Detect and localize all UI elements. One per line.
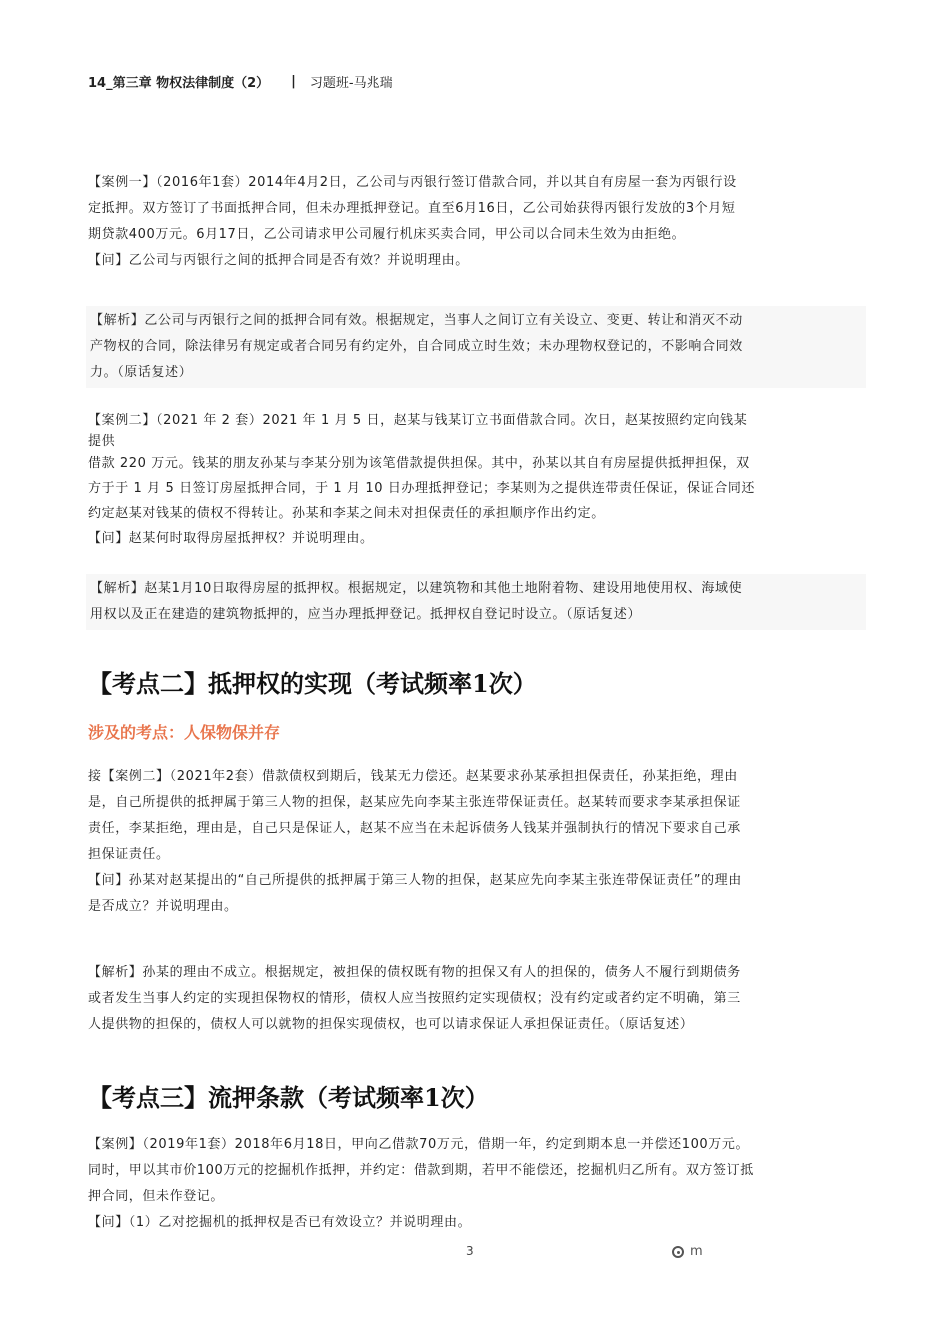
logo-icon (672, 1246, 684, 1258)
case-three (88, 764, 862, 920)
header-title: 14_第三章 物权法律制度（2） (88, 76, 270, 91)
analysis-one (86, 306, 866, 388)
section-three-title: 【考点三】流押条款（考试频率1次） (88, 1083, 489, 1112)
analysis-three (88, 960, 862, 1038)
text-line: 人提供物的担保的，债权人可以就物的担保实现债权，也可以请求保证人承担保证责任。（原话复述） (88, 1017, 694, 1032)
text-line: 【案例二】（2021 年 2 套）2021 年 1 月 5 日，赵某与钱某订立书面借款合同。次日，赵某按照约定向钱某 (88, 413, 748, 428)
text-line: 借款 220 万元。钱某的朋友孙某与李某分别为该笔借款提供担保。其中，孙某以其自有房屋提供抵押担保，双 (88, 456, 750, 471)
text-line: 约定赵某对钱某的债权不得转让。孙某和李某之间未对担保责任的承担顺序作出约定。 (88, 506, 605, 521)
case-two (88, 408, 862, 544)
header-subtitle: 习题班-马兆瑞 (309, 76, 393, 91)
text-line: 或者发生当事人约定的实现担保物权的情形，债权人应当按照约定实现债权；没有约定或者约定不明确，第三 (88, 991, 741, 1006)
text-line: 用权以及正在建造的建筑物抵押的，应当办理抵押登记。抵押权自登记时设立。（原话复述） (90, 607, 642, 622)
text-line: 责任，李某拒绝，理由是，自己只是保证人，赵某不应当在未起诉债务人钱某并强制执行的情况下要求自己承 (88, 821, 741, 836)
text-line: 同时，甲以其市价100万元的挖掘机作抵押，并约定：借款到期，若甲不能偿还，挖掘机归乙所有。双方签订抵 (88, 1163, 754, 1178)
text-line: 是否成立？并说明理由。 (88, 899, 238, 914)
footer-logo (672, 1244, 703, 1259)
section-two-title: 【考点二】抵押权的实现（考试频率1次） (88, 669, 537, 698)
text-line: 押合同，但未作登记。 (88, 1189, 225, 1204)
text-line: 接【案例二】（2021年2套）借款债权到期后，钱某无力偿还。赵某要求孙某承担担保责任，孙某拒绝，理由 (88, 769, 738, 784)
text-line: 【问】（1）乙对挖掘机的抵押权是否已有效设立？并说明理由。 (88, 1215, 472, 1230)
text-line: 【问】赵某何时取得房屋抵押权？并说明理由。 (88, 531, 374, 544)
text-line: 力。（原话复述） (90, 365, 193, 380)
header-separator: | (291, 74, 296, 89)
text-line: 产物权的合同，除法律另有规定或者合同另有约定外，自合同成立时生效；未办理物权登记的，不影响合同效 (90, 339, 743, 354)
text-line: 提供 (88, 434, 116, 449)
text-line: 【问】乙公司与丙银行之间的抵押合同是否有效？并说明理由。 (88, 253, 469, 268)
text-line: 担保证责任。 (88, 847, 170, 862)
text-line: 【案例】（2019年1套）2018年6月18日，甲向乙借款70万元，借期一年，约定到期本息一并偿还100万元。 (88, 1137, 750, 1152)
analysis-two (86, 574, 866, 630)
logo-text: m (690, 1244, 703, 1259)
text-line: 期贷款400万元。6月17日，乙公司请求甲公司履行机床买卖合同，甲公司以合同未生效为由拒绝。 (88, 227, 686, 242)
text-line: 方于于 1 月 5 日签订房屋抵押合同，于 1 月 10 日办理抵押登记；李某则为之提供连带责任保证，保证合同还 (88, 481, 756, 496)
text-line: 【解析】乙公司与丙银行之间的抵押合同有效。根据规定，当事人之间订立有关设立、变更、转让和消灭不动 (90, 313, 743, 328)
text-line: 【问】孙某对赵某提出的“自己所提供的抵押属于第三人物的担保，赵某应先向李某主张连带保证责任”的理由 (88, 873, 742, 888)
text-line: 定抵押。双方签订了书面抵押合同，但未办理抵押登记。直至6月16日，乙公司始获得丙银行发放的3个月短 (88, 201, 736, 216)
text-line: 【解析】赵某1月10日取得房屋的抵押权。根据规定，以建筑物和其他土地附着物、建设用地使用权、海域使 (90, 581, 743, 596)
text-line: 【解析】孙某的理由不成立。根据规定，被担保的债权既有物的担保又有人的担保的，债务人不履行到期债务 (88, 965, 741, 980)
text-line: 【案例一】（2016年1套）2014年4月2日，乙公司与丙银行签订借款合同，并以其自有房屋一套为丙银行设 (88, 175, 737, 190)
page-number: 3 (466, 1244, 474, 1258)
page-header (88, 72, 393, 91)
text-line: 是，自己所提供的抵押属于第三人物的担保，赵某应先向李某主张连带保证责任。赵某转而要求李某承担保证 (88, 795, 741, 810)
case-one (88, 170, 862, 274)
case-four (88, 1132, 862, 1236)
section-two-subtitle: 涉及的考点：人保物保并存 (88, 723, 281, 742)
